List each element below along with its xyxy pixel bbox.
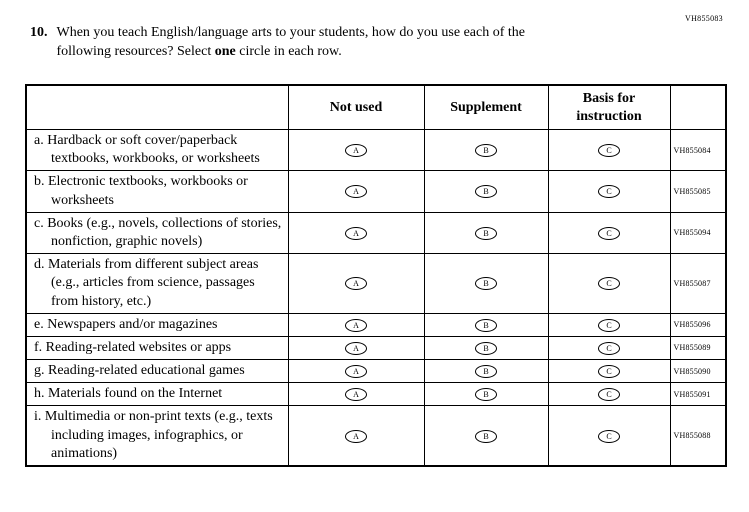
header-supplement: Supplement — [424, 85, 548, 130]
answer-bubble-basis-for-instruction[interactable]: C — [598, 319, 620, 332]
header-empty — [26, 85, 288, 130]
answer-bubble-not-used[interactable]: A — [345, 365, 367, 378]
answer-bubble-not-used[interactable]: A — [345, 342, 367, 355]
row-label: h. Materials found on the Internet — [26, 383, 288, 406]
answer-cell-not-used — [288, 212, 424, 253]
row-label: d. Materials from different subject areas (e.g., articles from science, passages from history, etc.) — [26, 254, 288, 314]
answer-bubble-basis-for-instruction[interactable]: C — [598, 227, 620, 240]
answer-bubble-not-used[interactable]: A — [345, 430, 367, 443]
answer-bubble-basis-for-instruction[interactable]: C — [598, 342, 620, 355]
question-block — [30, 24, 525, 62]
answer-cell-basis-for-instruction — [548, 360, 670, 383]
answer-cell-not-used — [288, 130, 424, 171]
answer-cell-supplement — [424, 360, 548, 383]
answer-bubble-supplement[interactable]: B — [475, 342, 497, 355]
answer-bubble-not-used[interactable]: A — [345, 277, 367, 290]
answer-bubble-basis-for-instruction[interactable]: C — [598, 388, 620, 401]
resource-usage-table — [25, 84, 727, 467]
answer-cell-basis-for-instruction — [548, 406, 670, 466]
answer-bubble-not-used[interactable]: A — [345, 319, 367, 332]
answer-bubble-supplement[interactable]: B — [475, 144, 497, 157]
answer-cell-not-used — [288, 406, 424, 466]
row-label: i. Multimedia or non-print texts (e.g., texts including images, infographics, or animations) — [26, 406, 288, 466]
row-code: VH855089 — [670, 336, 726, 359]
answer-bubble-basis-for-instruction[interactable]: C — [598, 365, 620, 378]
row-label: a. Hardback or soft cover/paperback textbooks, workbooks, or worksheets — [26, 130, 288, 171]
answer-cell-supplement — [424, 254, 548, 314]
table-row — [26, 336, 726, 359]
answer-cell-basis-for-instruction — [548, 130, 670, 171]
table-row — [26, 171, 726, 212]
answer-bubble-not-used[interactable]: A — [345, 227, 367, 240]
table-row — [26, 383, 726, 406]
header-basis-for-instruction: Basis for instruction — [548, 85, 670, 130]
answer-bubble-not-used[interactable]: A — [345, 185, 367, 198]
answer-bubble-supplement[interactable]: B — [475, 430, 497, 443]
answer-cell-not-used — [288, 360, 424, 383]
answer-bubble-supplement[interactable]: B — [475, 277, 497, 290]
answer-bubble-basis-for-instruction[interactable]: C — [598, 144, 620, 157]
row-label: e. Newspapers and/or magazines — [26, 313, 288, 336]
question-number: 10. — [30, 25, 48, 40]
answer-cell-basis-for-instruction — [548, 254, 670, 314]
row-code: VH855090 — [670, 360, 726, 383]
answer-cell-supplement — [424, 383, 548, 406]
row-code: VH855088 — [670, 406, 726, 466]
table-row — [26, 212, 726, 253]
header-row — [26, 85, 726, 130]
answer-bubble-supplement[interactable]: B — [475, 227, 497, 240]
answer-cell-basis-for-instruction — [548, 313, 670, 336]
question-line2: following resources? Select one circle in each row. — [56, 43, 342, 59]
table-row — [26, 360, 726, 383]
row-code: VH855085 — [670, 171, 726, 212]
table-row — [26, 406, 726, 466]
form-corner-code: VH855083 — [685, 14, 723, 23]
answer-cell-not-used — [288, 171, 424, 212]
row-label: b. Electronic textbooks, workbooks or worksheets — [26, 171, 288, 212]
header-not-used: Not used — [288, 85, 424, 130]
answer-cell-not-used — [288, 254, 424, 314]
question-text — [57, 24, 526, 62]
answer-bubble-supplement[interactable]: B — [475, 365, 497, 378]
answer-bubble-not-used[interactable]: A — [345, 144, 367, 157]
row-code: VH855084 — [670, 130, 726, 171]
header-code-empty — [670, 85, 726, 130]
question-line1: When you teach English/language arts to your students, how do you use each of the — [56, 25, 525, 40]
row-code: VH855096 — [670, 313, 726, 336]
table-row — [26, 130, 726, 171]
answer-cell-basis-for-instruction — [548, 336, 670, 359]
row-label: g. Reading-related educational games — [26, 360, 288, 383]
answer-cell-supplement — [424, 336, 548, 359]
answer-bubble-supplement[interactable]: B — [475, 319, 497, 332]
answer-bubble-not-used[interactable]: A — [345, 388, 367, 401]
answer-cell-supplement — [424, 406, 548, 466]
answer-bubble-supplement[interactable]: B — [475, 185, 497, 198]
resource-table-body — [26, 130, 726, 467]
answer-cell-basis-for-instruction — [548, 171, 670, 212]
answer-cell-basis-for-instruction — [548, 212, 670, 253]
row-label: f. Reading-related websites or apps — [26, 336, 288, 359]
row-label: c. Books (e.g., novels, collections of stories, nonfiction, graphic novels) — [26, 212, 288, 253]
answer-cell-not-used — [288, 313, 424, 336]
answer-cell-basis-for-instruction — [548, 383, 670, 406]
answer-cell-supplement — [424, 171, 548, 212]
row-code: VH855094 — [670, 212, 726, 253]
answer-cell-not-used — [288, 336, 424, 359]
answer-cell-not-used — [288, 383, 424, 406]
answer-bubble-basis-for-instruction[interactable]: C — [598, 185, 620, 198]
answer-cell-supplement — [424, 313, 548, 336]
table-row — [26, 254, 726, 314]
answer-cell-supplement — [424, 212, 548, 253]
table-row — [26, 313, 726, 336]
row-code: VH855087 — [670, 254, 726, 314]
answer-bubble-basis-for-instruction[interactable]: C — [598, 430, 620, 443]
answer-bubble-supplement[interactable]: B — [475, 388, 497, 401]
answer-cell-supplement — [424, 130, 548, 171]
row-code: VH855091 — [670, 383, 726, 406]
answer-bubble-basis-for-instruction[interactable]: C — [598, 277, 620, 290]
